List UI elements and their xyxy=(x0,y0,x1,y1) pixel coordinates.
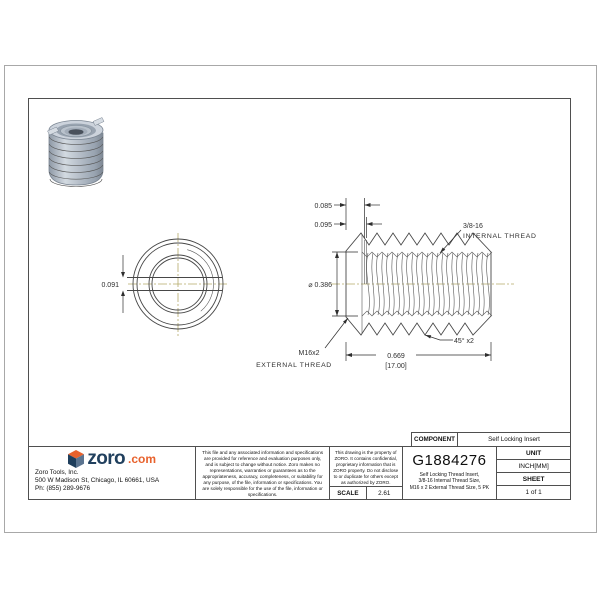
disclaimer-reference-cell xyxy=(196,447,330,499)
description-line-1: Self Locking Thread Insert, xyxy=(419,472,480,478)
unit-label: UNIT xyxy=(497,447,570,460)
company-address xyxy=(35,469,195,493)
logo-tld-text: .com xyxy=(128,451,157,466)
disclaimer-reference-text: This file and any associated information and specifications are provided for reference and evaluation purposes only, and is subject to change without notice. Zoro makes no representations, warranties or guarantees as to the appropriateness, accuracy, completeness, or suitability for any purpose, of the file, information or specifications. You are solely responsible for the use of the file, information or specifications. xyxy=(202,450,324,497)
bore-thread-bottom-edge xyxy=(362,311,492,316)
dim-b-label: 0.095 xyxy=(314,222,332,229)
title-block xyxy=(28,432,571,500)
chamfer-note-label: 45° x2 xyxy=(454,338,474,345)
length-mm-label: [17.00] xyxy=(385,363,407,370)
description-line-3: M16 x 2 External Thread Size, 5 PK xyxy=(409,484,490,491)
description-line-2: 3/8-16 Internal Thread Size, xyxy=(418,478,481,485)
part-description xyxy=(403,472,497,491)
part-number-cell xyxy=(403,447,498,499)
company-street: 500 W Madison St, Chicago, IL 60661, USA xyxy=(35,477,160,484)
dim-a-label: 0.085 xyxy=(314,203,332,210)
scale-row xyxy=(330,486,402,499)
sheet-label: SHEET xyxy=(497,473,570,486)
front-view xyxy=(101,233,229,336)
disclaimer-property-text: This drawing is the property of ZORO. It contains confidential, proprietary information that is ZORO property. Do not disclose to or duplicate for others except as authorized by ZORO. xyxy=(333,450,399,485)
scale-label: SCALE xyxy=(330,487,367,499)
external-thread-label-line1: M16x2 xyxy=(298,350,320,357)
component-value: Self Locking Insert xyxy=(488,436,540,443)
component-label: COMPONENT xyxy=(412,433,458,446)
external-thread-label-line2: EXTERNAL THREAD xyxy=(256,362,332,369)
internal-thread-label-line2: INTERNAL THREAD xyxy=(463,233,537,240)
product-3d-render xyxy=(48,118,105,187)
drawing-canvas xyxy=(28,98,571,433)
zoro-logo xyxy=(29,449,195,468)
component-row xyxy=(411,432,571,446)
part-number: G1884276 xyxy=(412,452,487,469)
logo-brand-text: zoro xyxy=(87,448,126,469)
zoro-cube-icon xyxy=(68,450,84,468)
unit-value: INCH[MM] xyxy=(497,460,570,473)
internal-thread-label-line1: 3/8-16 xyxy=(463,223,483,230)
company-cell xyxy=(29,447,196,499)
disclaimer-property-cell xyxy=(330,447,403,499)
company-name: Zoro Tools, Inc. xyxy=(35,469,79,476)
section-view xyxy=(256,198,537,370)
bore-diameter-label: ⌀ 0.386 xyxy=(308,282,332,289)
sheet-value: 1 of 1 xyxy=(525,489,542,496)
company-phone: Ph: (855) 289-9676 xyxy=(35,485,91,492)
unit-sheet-cell xyxy=(497,447,570,499)
slot-height-dim-label: 0.091 xyxy=(101,282,119,289)
length-inch-label: 0.669 xyxy=(387,353,405,360)
scale-value: 2.61 xyxy=(378,489,391,497)
title-block-band xyxy=(28,446,571,500)
